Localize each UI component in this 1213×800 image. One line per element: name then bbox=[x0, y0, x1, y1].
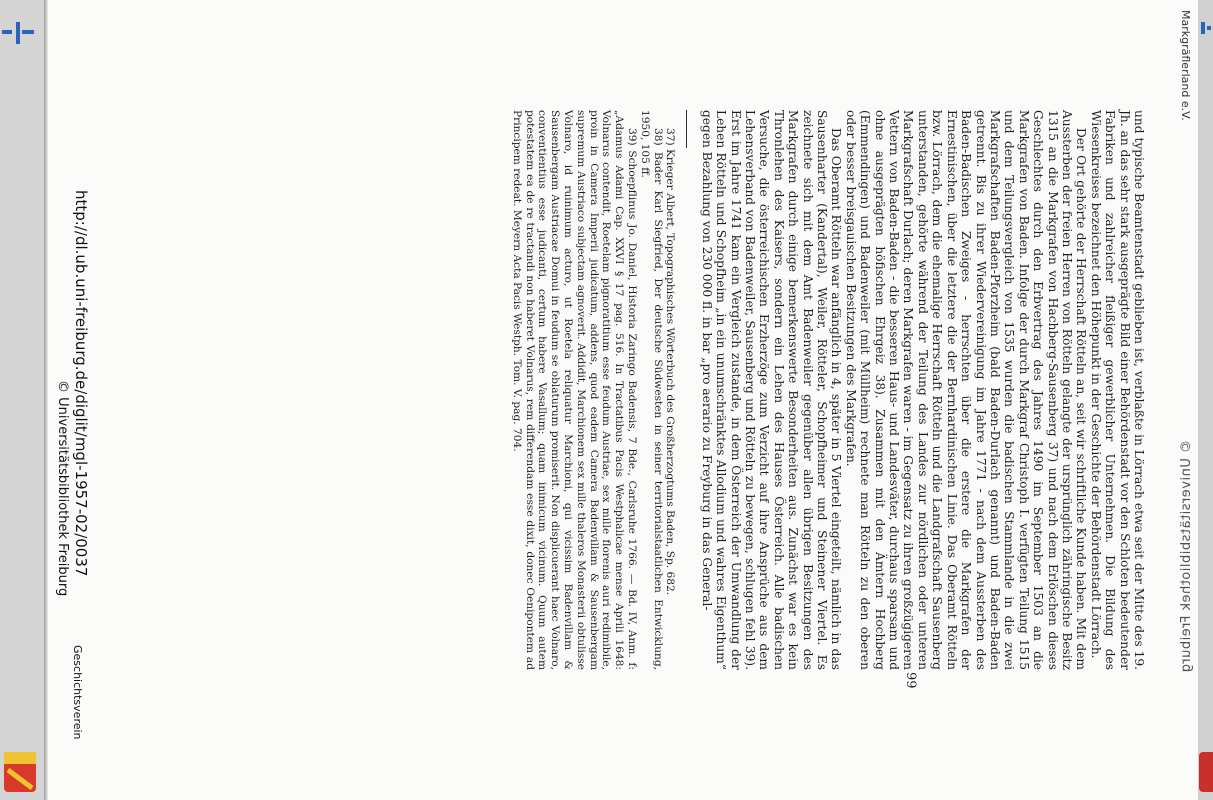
footnote-37: 37) Krieger Albert, Topographisches Wörterbuch des Großherzogtums Baden, Sp. 682. bbox=[664, 128, 677, 596]
page-number: 99 bbox=[903, 672, 918, 689]
society-mark: Markgräflerland e.V. bbox=[1179, 10, 1192, 121]
page-header bbox=[1168, 0, 1198, 800]
rotated-page-content bbox=[48, 0, 1198, 800]
footer-copyright: © Universitätsbibliothek Freiburg bbox=[55, 380, 70, 597]
footer-society: Geschichtsverein bbox=[71, 645, 84, 740]
society-crest-icon bbox=[1199, 752, 1213, 792]
library-logo-icon bbox=[2, 20, 36, 46]
paragraph-2: Der Ort gehörte der Herrschaft Rötteln an, seit wir schriftliche Kunde haben. Mit dem Aussterben der freien Herren von Rötteln gelangte der ursprünglich zähringische Besitz 1315 an die Markgrafen von Hachberg-Sausenberg 37) und nach dem Erlöschen dieses Geschlechtes durch den Erbvertrag des Jahres 1490 im September 1503 an die Markgrafen von Baden. Infolge der durch Markgraf Christoph I. verfügten Teilung 1515 und dem Teilungsvergleich von 1535 wurden die badischen Stammlande in die zwei Markgrafschaften Baden-Pforzheim (bald Baden-Durlach genannt) und Baden-Baden getrennt. Bis zu ihrer Wiedervereinigung im Jahre 1771 - nach dem Aussterben des Baden-Badischen Zweiges - herrschten über die erstere die Markgrafen der Ernestinischen, über die letztere die der Bernhardinischen Linie. Das Oberamt Rötteln bzw. Lörrach, dem die ehemalige Herrschaft Rötteln und die Landgrafschaft Sausenberg unterstanden, gehörte während der Teilung des Landes zur nördlichen oder unteren Markgrafschaft Durlach; deren Markgrafen waren - im Gegensatz zu ihren großzügigeren Vettern von Baden-Baden - die besseren Haus- und Landesväter, durchaus sparsam und ohne ausgeprägten höfischen Ehrgeiz 38). Zusammen mit den Ämtern Hochberg (Emmendingen) und Badenweiler (mit Müllheim) rechnete man Rötteln zu den oberen oder besser breisgauischen Besitzungen des Markgrafen. bbox=[843, 110, 1089, 670]
coat-of-arms-icon bbox=[0, 750, 40, 800]
scanned-page bbox=[48, 0, 1198, 800]
paragraph-1: und typische Beamtenstadt geblieben ist, verblaßte in Lörrach etwa seit der Mitte des 19. Jh. an das sehr stark ausgeprägte Bild einer Behördenstadt vor den Schloten bedeutender Fabriken und zahlreicher fleißiger gewerblicher Unternehmen. Die Bildung des Wiesenkreises bezeichnet den Höhepunkt in der Geschichte der Behördenstadt Lörrach. bbox=[1088, 110, 1146, 670]
body-text bbox=[510, 110, 1146, 670]
viewer-left-margin bbox=[0, 0, 44, 800]
footnote-38: 38) Bader Karl Siegfried, Der deutsche Südwesten in seiner territorialstaatlichen Entwicklung, 1950, 105 ff. bbox=[638, 110, 664, 670]
footnote-divider bbox=[686, 110, 687, 148]
page-footer bbox=[48, 0, 98, 800]
permalink-url[interactable]: http://dl.ub.uni-freiburg.de/diglit/mgl-1957-02/0037 bbox=[72, 190, 90, 577]
footnote-39: 39) Schoepflinus Jo. Daniel, Historia Zaringo Badensis, 7 Bde., Carlsruhe 1766. — Bd. IV, Anm. f: „Adamus Adami Cap. XXVI § 17 pag. 516. In Tractatibus Pacis Westphalicae mense Aprili 1648: Volnarus contendit, Roetelam pignoratitium esse feudum Austriae, sex mille florenis auri redimibile, proin in Camera Imperii judicatum, addens, quod eadem Camera Badenvillam & Sausenbergam supremum Austriaco subjectam agnoverit. Addidit, Marchionem sex mille thaleros Monasterii obtulisse Volnaro, id ruinimum acturo, ut Roetela reliquatur Marchioni, qui vicissim Badenvillam & Sausenbergam Austriacae Domui in feudum se oblaturum promiserit. Non displicuerant haec Volnaro, conventientius esse judicanti, certum habere Vasallum; quam inimicum vicinum. Quum autem potestatem ea de re tractandi non haberet Volnarus, rem differendam esse dixit, donec Oenipontem ad Principem redeat. Meyern Acta Pacis Westph. Tom. V. pag. 704. bbox=[510, 110, 639, 670]
library-watermark: © Universitätsbibliothek Freiburg bbox=[1179, 440, 1194, 673]
viewer-right-margin bbox=[1198, 0, 1213, 800]
library-logo-small-icon bbox=[1199, 20, 1211, 36]
paragraph-3: Das Oberamt Rötteln war anfänglich in 4, später in 5 Viertel eingeteilt, nämlich in das Sausenharter (Kandertal), Weiler, Rötteler, Schopfheimer und Steinener Viertel. Es zeichnete sich mit dem Amt Badenweiler gegenüber allen übrigen Besitzungen des Markgrafen durch einige bemerkenswerte Besonderheiten aus. Zunächst war es kein Thronlehen des Kaisers, sondern ein Lehen des Hauses Österreich. Alle badischen Versuche, die österreichischen Erzherzöge zum Verzicht auf ihre Ansprüche aus dem Lehensverband von Badenweiler, Sausenberg und Rötteln zu bewegen, schlugen fehl 39). Erst im Jahre 1741 kam ein Vergleich zustande, in dem Österreich der Umwandlung der Lehen Rötteln und Schopfheim „in ein unumschränktes Allodium und wahres Eigenthum“ gegen Bezahlung von 230 000 fl. in bar „pro aerario zu Freyburg in das General- bbox=[699, 110, 844, 670]
